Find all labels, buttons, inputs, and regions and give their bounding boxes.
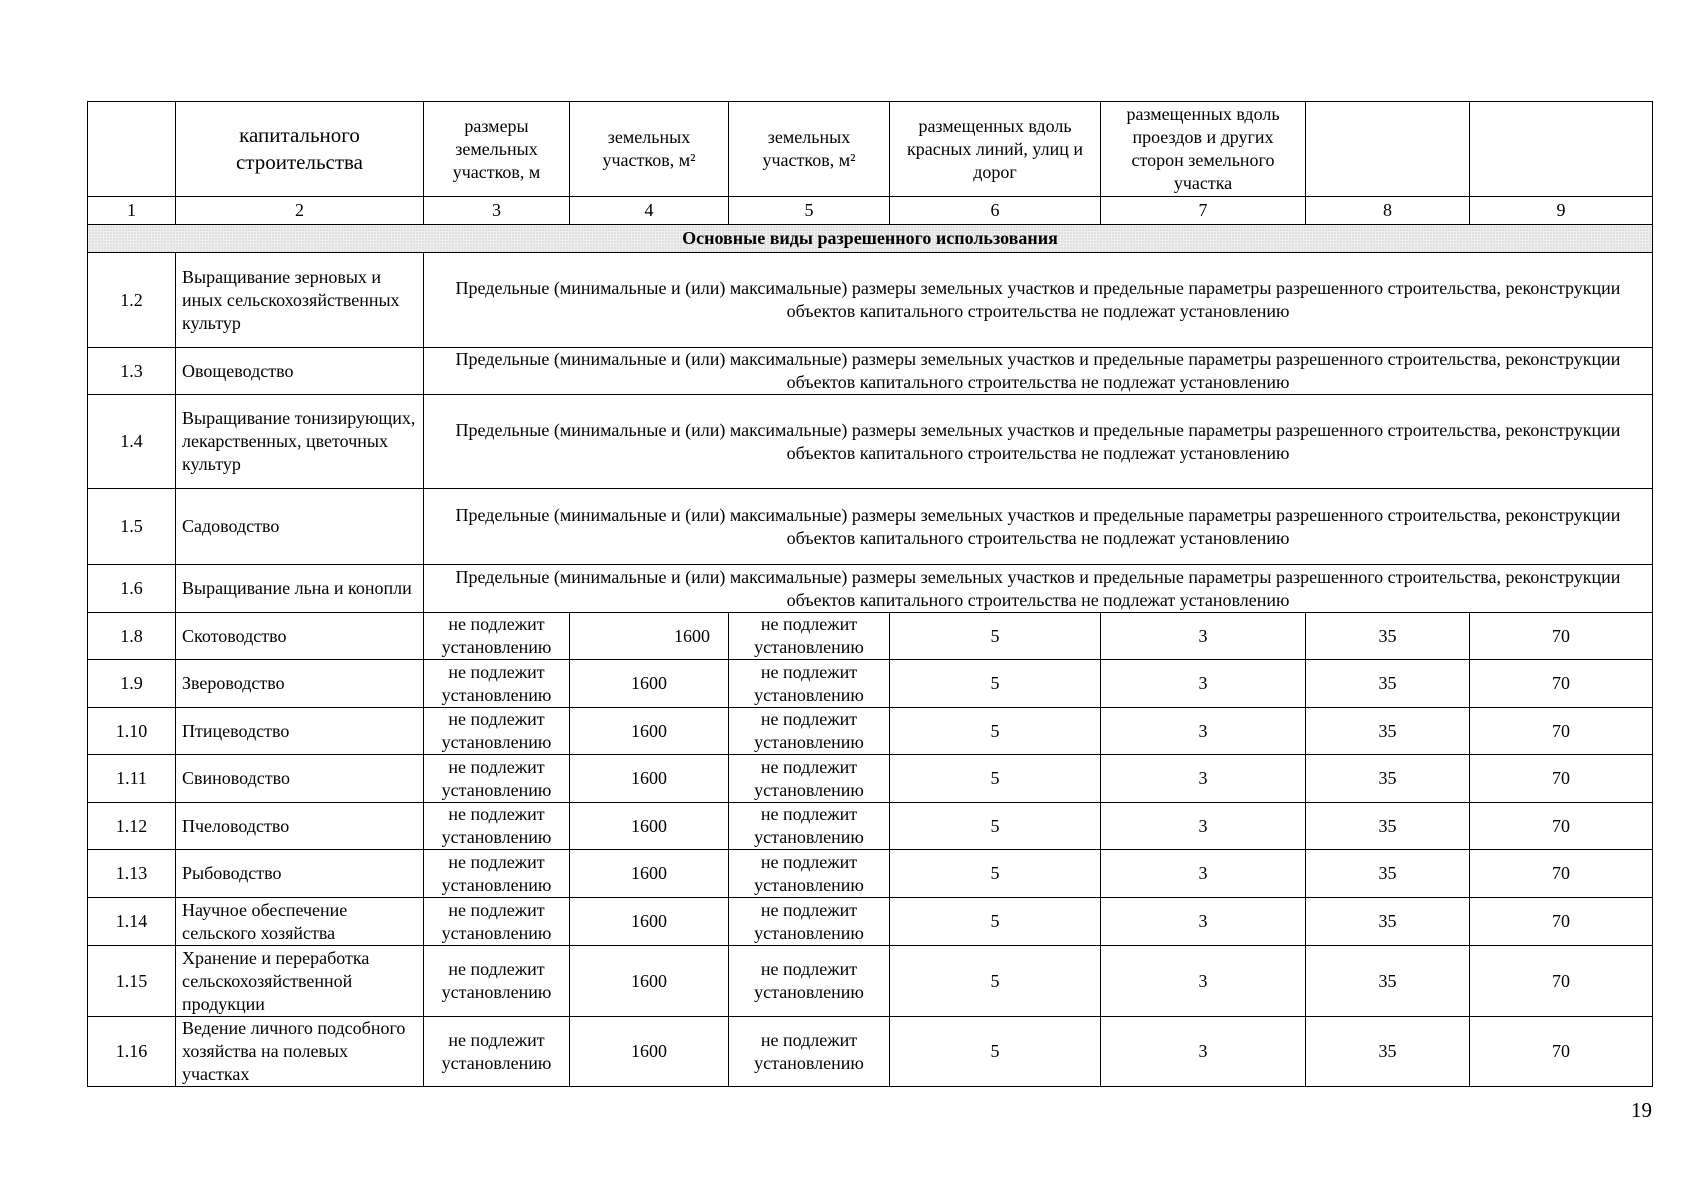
cell-c3: не подлежит установлению [424, 946, 570, 1017]
cell-c9: 70 [1470, 946, 1653, 1017]
merged-note: Предельные (минимальные и (или) максимальные) размеры земельных участков и предельные параметры разрешенного строительства, реконструкции объектов капитального строительства не подлежат установлению [424, 395, 1653, 489]
column-number: 4 [570, 197, 729, 225]
cell-c9: 70 [1470, 898, 1653, 946]
cell-c7: 3 [1101, 850, 1306, 898]
section-row [88, 225, 1653, 253]
cell-c4: 1600 [570, 898, 729, 946]
cell-c9: 70 [1470, 850, 1653, 898]
cell-c3: не подлежит установлению [424, 1017, 570, 1087]
cell-c7: 3 [1101, 898, 1306, 946]
row-name: Садоводство [176, 489, 424, 565]
cell-c4: 1600 [570, 613, 729, 660]
row-code: 1.6 [88, 565, 176, 613]
cell-c9: 70 [1470, 708, 1653, 755]
cell-c6: 5 [890, 1017, 1101, 1087]
cell-c9: 70 [1470, 1017, 1653, 1087]
row-name: Свиноводство [176, 755, 424, 803]
table-row [88, 946, 1653, 1017]
cell-c8: 35 [1306, 850, 1470, 898]
table-row [88, 850, 1653, 898]
header-cell-1 [88, 102, 176, 197]
cell-c3: не подлежит установлению [424, 898, 570, 946]
cell-c5: не подлежит установлению [729, 1017, 890, 1087]
cell-c6: 5 [890, 613, 1101, 660]
row-name: Хранение и переработка сельскохозяйственной продукции [176, 946, 424, 1017]
row-name: Выращивание льна и конопли [176, 565, 424, 613]
cell-c8: 35 [1306, 755, 1470, 803]
page-number: 19 [1631, 1098, 1652, 1122]
row-code: 1.15 [88, 946, 176, 1017]
cell-c6: 5 [890, 850, 1101, 898]
column-number-row [88, 197, 1653, 225]
cell-c9: 70 [1470, 803, 1653, 850]
cell-c8: 35 [1306, 708, 1470, 755]
header-cell-2: капитального строительства [176, 102, 424, 197]
cell-c7: 3 [1101, 1017, 1306, 1087]
cell-c7: 3 [1101, 660, 1306, 708]
cell-c5: не подлежит установлению [729, 660, 890, 708]
cell-c4: 1600 [570, 850, 729, 898]
table-row [88, 708, 1653, 755]
cell-c5: не подлежит установлению [729, 613, 890, 660]
cell-c8: 35 [1306, 946, 1470, 1017]
cell-c6: 5 [890, 660, 1101, 708]
cell-c3: не подлежит установлению [424, 755, 570, 803]
cell-c7: 3 [1101, 613, 1306, 660]
row-code: 1.12 [88, 803, 176, 850]
column-number: 2 [176, 197, 424, 225]
cell-c3: не подлежит установлению [424, 803, 570, 850]
cell-c6: 5 [890, 898, 1101, 946]
column-number: 7 [1101, 197, 1306, 225]
cell-c5: не подлежит установлению [729, 850, 890, 898]
table-row [88, 348, 1653, 395]
cell-c4: 1600 [570, 755, 729, 803]
row-name: Рыбоводство [176, 850, 424, 898]
row-code: 1.10 [88, 708, 176, 755]
table-row [88, 613, 1653, 660]
merged-note: Предельные (минимальные и (или) максимальные) размеры земельных участков и предельные параметры разрешенного строительства, реконструкции объектов капитального строительства не подлежат установлению [424, 489, 1653, 565]
row-code: 1.16 [88, 1017, 176, 1087]
header-cell-3: размеры земельных участков, м [424, 102, 570, 197]
table-row [88, 395, 1653, 489]
cell-c5: не подлежит установлению [729, 755, 890, 803]
cell-c4: 1600 [570, 1017, 729, 1087]
row-code: 1.14 [88, 898, 176, 946]
row-code: 1.11 [88, 755, 176, 803]
header-cell-9 [1470, 102, 1653, 197]
column-number: 6 [890, 197, 1101, 225]
cell-c3: не подлежит установлению [424, 850, 570, 898]
cell-c4: 1600 [570, 660, 729, 708]
table-row [88, 660, 1653, 708]
cell-c6: 5 [890, 755, 1101, 803]
cell-c5: не подлежит установлению [729, 898, 890, 946]
row-name: Скотоводство [176, 613, 424, 660]
cell-c5: не подлежит установлению [729, 708, 890, 755]
cell-c9: 70 [1470, 613, 1653, 660]
header-cell-5: земельных участков, м² [729, 102, 890, 197]
cell-c8: 35 [1306, 660, 1470, 708]
table-row [88, 565, 1653, 613]
cell-c6: 5 [890, 803, 1101, 850]
table-row [88, 489, 1653, 565]
row-code: 1.3 [88, 348, 176, 395]
cell-c8: 35 [1306, 1017, 1470, 1087]
cell-c8: 35 [1306, 898, 1470, 946]
cell-c4: 1600 [570, 946, 729, 1017]
row-name: Пчеловодство [176, 803, 424, 850]
column-number: 1 [88, 197, 176, 225]
header-cell-6: размещенных вдоль красных линий, улиц и дорог [890, 102, 1101, 197]
row-name: Ведение личного подсобного хозяйства на полевых участках [176, 1017, 424, 1087]
cell-c9: 70 [1470, 660, 1653, 708]
cell-c3: не подлежит установлению [424, 660, 570, 708]
row-code: 1.13 [88, 850, 176, 898]
header-cell-8 [1306, 102, 1470, 197]
merged-note: Предельные (минимальные и (или) максимальные) размеры земельных участков и предельные параметры разрешенного строительства, реконструкции объектов капитального строительства не подлежат установлению [424, 253, 1653, 348]
header-cell-4: земельных участков, м² [570, 102, 729, 197]
cell-c5: не подлежит установлению [729, 946, 890, 1017]
row-name: Звероводство [176, 660, 424, 708]
cell-c3: не подлежит установлению [424, 708, 570, 755]
cell-c6: 5 [890, 946, 1101, 1017]
cell-c7: 3 [1101, 946, 1306, 1017]
row-code: 1.4 [88, 395, 176, 489]
column-number: 3 [424, 197, 570, 225]
header-cell-7: размещенных вдоль проездов и других сторон земельного участка [1101, 102, 1306, 197]
table-row [88, 755, 1653, 803]
cell-c8: 35 [1306, 613, 1470, 660]
row-name: Выращивание зерновых и иных сельскохозяйственных культур [176, 253, 424, 348]
table-row [88, 898, 1653, 946]
column-number: 9 [1470, 197, 1653, 225]
row-name: Выращивание тонизирующих, лекарственных, цветочных культур [176, 395, 424, 489]
cell-c7: 3 [1101, 708, 1306, 755]
merged-note: Предельные (минимальные и (или) максимальные) размеры земельных участков и предельные параметры разрешенного строительства, реконструкции объектов капитального строительства не подлежат установлению [424, 348, 1653, 395]
row-name: Овощеводство [176, 348, 424, 395]
cell-c8: 35 [1306, 803, 1470, 850]
cell-c6: 5 [890, 708, 1101, 755]
cell-c4: 1600 [570, 708, 729, 755]
column-number: 5 [729, 197, 890, 225]
table-row [88, 803, 1653, 850]
table-row [88, 253, 1653, 348]
row-code: 1.8 [88, 613, 176, 660]
column-number: 8 [1306, 197, 1470, 225]
cell-c3: не подлежит установлению [424, 613, 570, 660]
cell-c9: 70 [1470, 755, 1653, 803]
cell-c7: 3 [1101, 803, 1306, 850]
cell-c7: 3 [1101, 755, 1306, 803]
row-code: 1.5 [88, 489, 176, 565]
row-code: 1.9 [88, 660, 176, 708]
row-code: 1.2 [88, 253, 176, 348]
row-name: Научное обеспечение сельского хозяйства [176, 898, 424, 946]
table-header-row [88, 102, 1653, 197]
section-title: Основные виды разрешенного использования [88, 225, 1653, 253]
table-row [88, 1017, 1653, 1087]
row-name: Птицеводство [176, 708, 424, 755]
regulations-table [87, 101, 1653, 1087]
cell-c5: не подлежит установлению [729, 803, 890, 850]
merged-note: Предельные (минимальные и (или) максимальные) размеры земельных участков и предельные параметры разрешенного строительства, реконструкции объектов капитального строительства не подлежат установлению [424, 565, 1653, 613]
cell-c4: 1600 [570, 803, 729, 850]
